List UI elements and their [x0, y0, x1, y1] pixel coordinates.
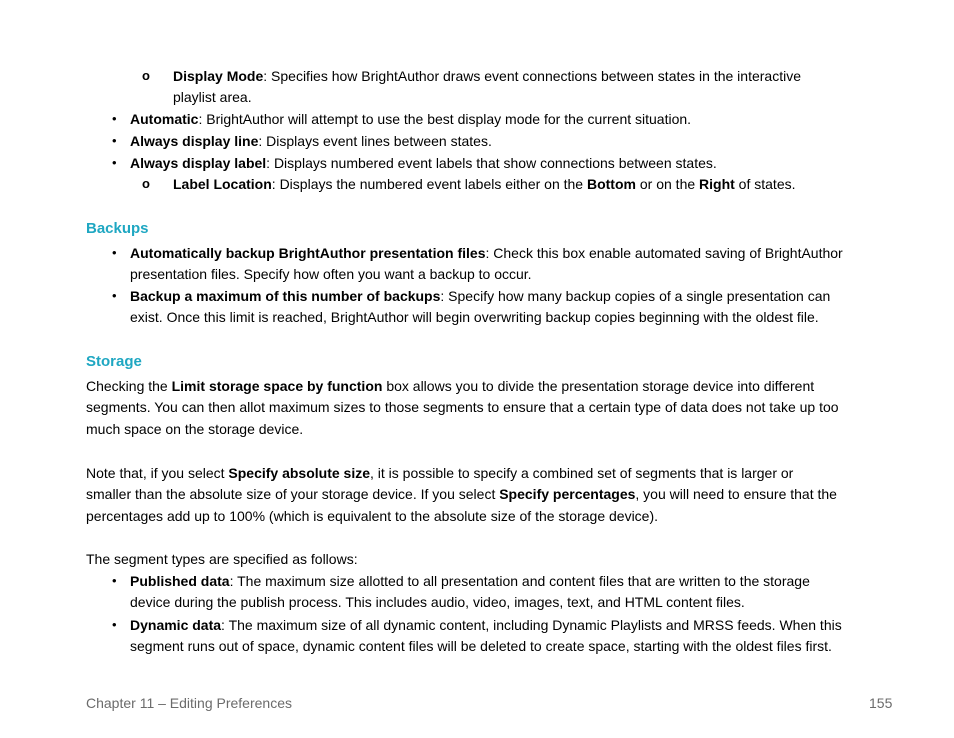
automatic-item	[130, 110, 691, 128]
published-data-term: Published data	[130, 573, 230, 589]
max-backups-desc-cont: exist. Once this limit is reached, BrightAuthor will begin overwriting backup copies beginning with the oldest file.	[130, 309, 819, 325]
storage-para1-line3: much space on the storage device.	[86, 421, 304, 437]
backups-heading: Backups	[86, 220, 149, 237]
bullet-marker: •	[112, 155, 117, 170]
always-display-label-item	[130, 154, 717, 172]
storage-para1-line1	[86, 377, 814, 395]
dynamic-data-desc-cont: segment runs out of space, dynamic content files will be deleted to create space, starting with the oldest files first.	[130, 638, 832, 654]
footer-chapter: Chapter 11 – Editing Preferences	[86, 695, 292, 711]
published-data-desc: : The maximum size allotted to all presentation and content files that are written to the storage	[229, 573, 810, 589]
storage-para1-pre: Checking the	[86, 378, 172, 394]
storage-para2-line2-post: , you will need to ensure that the	[635, 486, 837, 502]
right-option: Right	[699, 176, 735, 192]
display-mode-term: Display Mode	[173, 68, 264, 84]
dynamic-data-item	[130, 616, 842, 634]
bullet-marker: •	[112, 111, 117, 126]
display-mode-desc: : Specifies how BrightAuthor draws event connections between states in the interactive	[263, 68, 801, 84]
bullet-marker: •	[112, 617, 117, 632]
storage-para2-line3: percentages add up to 100% (which is equivalent to the absolute size of the storage device).	[86, 508, 659, 524]
storage-heading: Storage	[86, 353, 142, 370]
sub-bullet-marker: o	[142, 68, 150, 83]
bullet-marker: •	[112, 573, 117, 588]
storage-para2-line2-pre: smaller than the absolute size of your storage device. If you select	[86, 486, 500, 502]
dynamic-data-desc: : The maximum size of all dynamic content, including Dynamic Playlists and MRSS feeds. When this	[221, 617, 842, 633]
published-data-desc-cont: device during the publish process. This includes audio, video, images, text, and HTML content files.	[130, 594, 745, 610]
storage-para2-line1	[86, 464, 793, 482]
dynamic-data-term: Dynamic data	[130, 617, 222, 633]
label-location-desc-end: of states.	[734, 176, 796, 192]
absolute-size-option: Specify absolute size	[228, 465, 371, 481]
sub-bullet-marker: o	[142, 176, 150, 191]
percentages-option: Specify percentages	[499, 486, 636, 502]
storage-para2-line2	[86, 485, 837, 503]
label-location-term: Label Location	[173, 176, 272, 192]
page-number: 155	[869, 695, 893, 711]
bullet-marker: •	[112, 288, 117, 303]
automatic-desc: : BrightAuthor will attempt to use the best display mode for the current situation.	[198, 111, 692, 127]
auto-backup-desc: : Check this box enable automated saving of BrightAuthor	[485, 245, 843, 261]
always-display-label-desc: : Displays numbered event labels that show connections between states.	[266, 155, 717, 171]
display-mode-desc-cont: playlist area.	[173, 89, 252, 105]
storage-para2-mid: , it is possible to specify a combined set of segments that is larger or	[370, 465, 794, 481]
always-display-label-term: Always display label	[130, 155, 267, 171]
storage-para1-post: box allows you to divide the presentation storage device into different	[382, 378, 815, 394]
auto-backup-term: Automatically backup BrightAuthor presentation files	[130, 245, 486, 261]
label-location-desc-mid: or on the	[635, 176, 700, 192]
limit-storage-option: Limit storage space by function	[171, 378, 383, 394]
storage-para2-pre: Note that, if you select	[86, 465, 229, 481]
bullet-marker: •	[112, 245, 117, 260]
always-display-line-term: Always display line	[130, 133, 259, 149]
published-data-item	[130, 572, 810, 590]
bullet-marker: •	[112, 133, 117, 148]
max-backups-term: Backup a maximum of this number of backups	[130, 288, 441, 304]
label-location-item	[173, 175, 796, 193]
auto-backup-desc-cont: presentation files. Specify how often you want a backup to occur.	[130, 266, 532, 282]
bottom-option: Bottom	[586, 176, 636, 192]
automatic-term: Automatic	[130, 111, 199, 127]
label-location-desc: : Displays the numbered event labels either on the	[271, 176, 587, 192]
always-display-line-desc: : Displays event lines between states.	[258, 133, 492, 149]
storage-para1-line2: segments. You can then allot maximum sizes to those segments to ensure that a certain type of data does not take up too	[86, 399, 839, 415]
max-backups-item	[130, 287, 830, 305]
display-mode-item	[173, 67, 801, 85]
storage-para3: The segment types are specified as follows:	[86, 551, 358, 567]
always-display-line-item	[130, 132, 492, 150]
max-backups-desc: : Specify how many backup copies of a single presentation can	[440, 288, 831, 304]
auto-backup-item	[130, 244, 843, 262]
